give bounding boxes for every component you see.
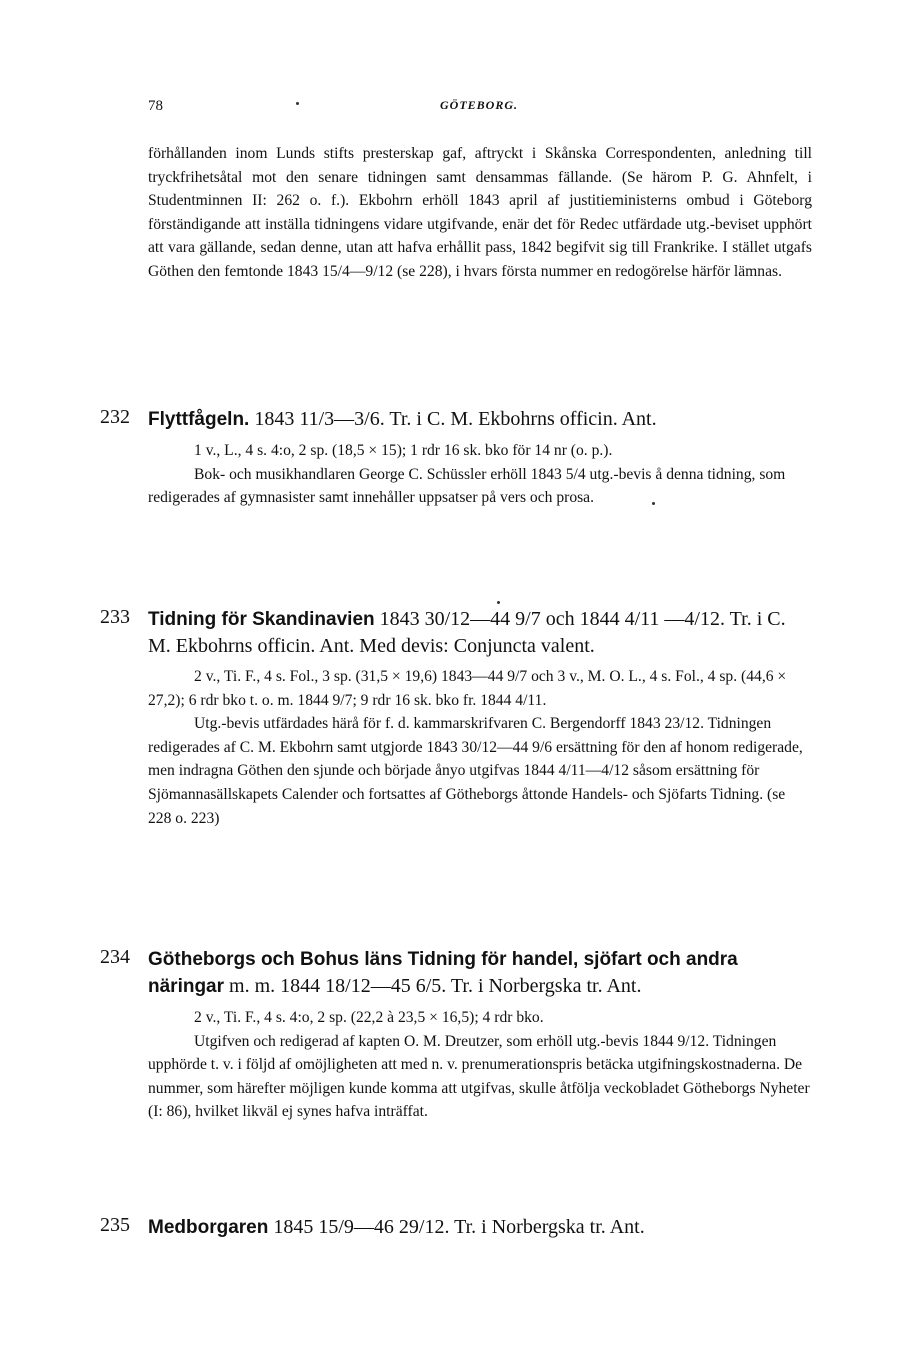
- entry-details: 1 v., L., 4 s. 4:o, 2 sp. (18,5 × 15); 1 rdr 16 sk. bko för 14 nr (o. p.).: [194, 442, 613, 459]
- entry-details: 2 v., Ti. F., 4 s. 4:o, 2 sp. (22,2 à 23,5 × 16,5); 4 rdr bko.: [194, 1009, 544, 1026]
- entry-title-rest: m. m. 1844 18/12—45 6/5. Tr. i Norbergska tr. Ant.: [229, 975, 642, 997]
- print-speck: [296, 102, 299, 105]
- running-head: GÖTEBORG.: [440, 98, 519, 112]
- entry-title: Götheborgs och Bohus läns Tidning för handel, sjöfart och andra näringar: [148, 949, 738, 997]
- entry-details: 2 v., Ti. F., 4 s. Fol., 3 sp. (31,5 × 19,6) 1843—44 9/7 och 3 v., M. O. L., 4 s. Fol., 4 sp. (44,6 × 27,2); 6 rdr bko t. o. m. 1844 9/7; 9 rdr 16 sk. bko fr. 1844 4/11.: [148, 668, 787, 709]
- entry-title: Flyttfågeln.: [148, 409, 250, 430]
- entry-number: 234: [100, 946, 130, 968]
- entry-title: Tidning för Skandinavien: [148, 609, 375, 630]
- entry-number: 233: [100, 606, 130, 628]
- entry-title-line: [148, 946, 812, 1000]
- entry-notes: Utg.-bevis utfärdades härå för f. d. kammarskrifvaren C. Bergendorff 1843 23/12. Tidningen redigerades af C. M. Ekbohrn samt utgjorde 1843 30/12—44 9/6 ersättning för den af honom redigerade, men indragna Göthen den sjunde och började ånyo utgifvas 1844 4/11—4/12 såsom ersättning för Sjömannasällskapets Calender och fortsattes af Götheborgs åttonde Handels- och Sjöfarts Tidning. (se 228 o. 223): [148, 715, 803, 827]
- entry-title-rest: 1845 15/9—46 29/12. Tr. i Norbergska tr. Ant.: [273, 1216, 645, 1238]
- entry-title-line: [148, 606, 812, 659]
- entry-notes: Bok- och musikhandlaren George C. Schüssler erhöll 1843 5/4 utg.-bevis å denna tidning, som redigerades af gymnasister samt innehåller uppsatser på vers och prosa.: [148, 465, 786, 507]
- entry-title: Medborgaren: [148, 1217, 269, 1238]
- entry-title-line: [148, 1214, 812, 1241]
- print-speck: [652, 502, 655, 505]
- intro-text: förhållanden inom Lunds stifts presterskap gaf, aftryckt i Skånska Correspondenten, anledning till tryckfrihetsåtal mot den senare tidningen samt densammas fällande. (Se härom P. G. Ahnfelt, i Studentminnen II: 262 o. f.). Ekbohrn erhöll 1843 april af justitieministerns ombud i Göteborg förständigande att inställa tidningens vidare utgifvande, enär det för Redec utfärdade utg.-beviset upphört att vara gällande, sedan denne, utan att hafva erhållit pass, 1842 begifvit sig till Frankrike. I stället utgafs Göthen den femtonde 1843 15/4—9/12 (se 228), i hvars första nummer en redogörelse härför lämnas.: [148, 145, 812, 280]
- entry-notes: Utgifven och redigerad af kapten O. M. Dreutzer, som erhöll utg.-bevis 1844 9/12. Tidningen upphörde t. v. i följd af omöjligheten att med n. v. prenumerationspris betäcka utgifningskostnaderna. De nummer, som härefter möjligen kunde komma att utgifvas, skulle åtfölja veckobladet Götheborgs Nyheter (I: 86), hvilket likväl ej synes hafva inträffat.: [148, 1032, 810, 1121]
- intro-paragraph: [148, 142, 812, 284]
- entry-number: 232: [100, 406, 130, 428]
- print-speck: [497, 601, 500, 604]
- entry-title-rest: 1843 11/3—3/6. Tr. i C. M. Ekbohrns officin. Ant.: [254, 408, 657, 430]
- entry-number: 235: [100, 1214, 130, 1236]
- entry-title-line: [148, 406, 812, 433]
- entry-title-rest: 1843 30/12—44 9/7 och 1844 4/11 —4/12. Tr. i C. M. Ekbohrns officin. Ant. Med devis: Conjuncta valent.: [148, 608, 786, 657]
- page-header: [148, 98, 808, 122]
- page-number: 78: [148, 98, 163, 114]
